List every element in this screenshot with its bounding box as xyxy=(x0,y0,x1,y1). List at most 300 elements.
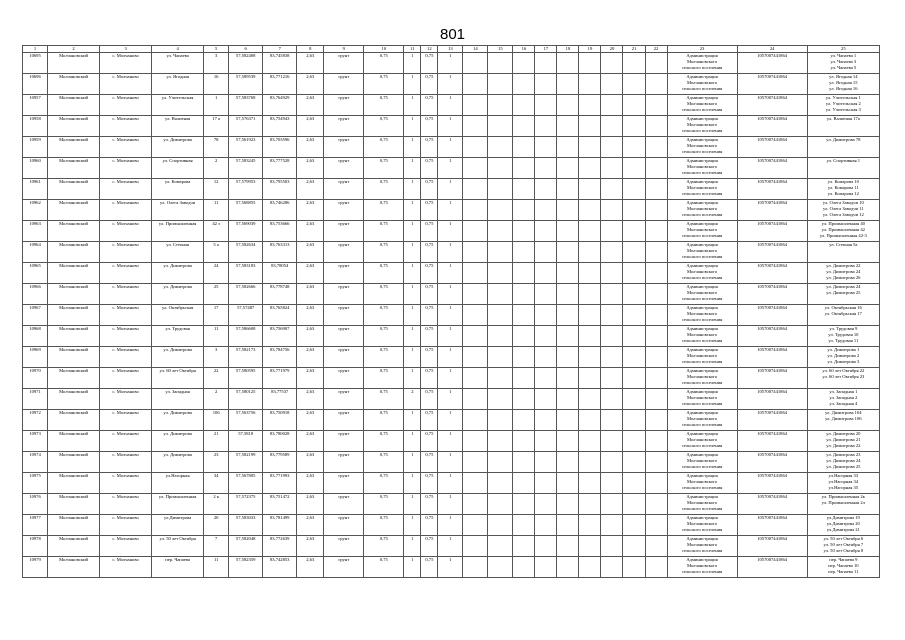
column-number: 24 xyxy=(737,46,807,53)
table-row xyxy=(23,473,880,494)
cell-settlement: с. Молчаново xyxy=(100,179,152,200)
address-line: ул. Промышленная 42-3 xyxy=(819,233,867,238)
cell-street: пер. Чапаева xyxy=(152,557,204,578)
cell-empty xyxy=(645,431,667,452)
cell-empty xyxy=(645,284,667,305)
cell-c8: 2,63 xyxy=(297,431,324,452)
address-line: ул.Димитрова 21 xyxy=(826,527,860,532)
cell-lat: 57,57487 xyxy=(229,305,263,326)
owner-line: Молчановского xyxy=(686,479,718,484)
cell-empty xyxy=(645,494,667,515)
cell-empty xyxy=(623,452,645,473)
cell-c8: 2,63 xyxy=(297,95,324,116)
cell-owner xyxy=(667,326,737,347)
address-line: ул. Ягодная 14 xyxy=(829,74,858,79)
owner-line: сельского поселения xyxy=(681,443,723,448)
table-row xyxy=(23,221,880,242)
cell-c10: 0,75 xyxy=(364,137,404,158)
address-line: ул. Олега Заводчи 12 xyxy=(822,212,864,217)
cell-house: 7 xyxy=(204,536,229,557)
cell-house: 3 xyxy=(204,347,229,368)
cell-empty xyxy=(645,242,667,263)
cell-district: Молчановский xyxy=(48,158,100,179)
cell-empty xyxy=(645,137,667,158)
cell-empty xyxy=(557,557,579,578)
cell-addresses xyxy=(807,95,879,116)
cell-lat: 57,5818 xyxy=(229,431,263,452)
cell-inn: 1057007441864 xyxy=(737,53,807,74)
cell-empty xyxy=(557,431,579,452)
cell-empty xyxy=(601,137,623,158)
owner-line: сельского поселения xyxy=(681,485,723,490)
cell-empty xyxy=(535,242,557,263)
owner-line: Администрация xyxy=(686,116,718,121)
cell-addresses xyxy=(807,494,879,515)
cell-empty xyxy=(513,53,535,74)
cell-street: ул. Западная xyxy=(152,389,204,410)
cell-c13: 1 xyxy=(438,74,463,95)
cell-empty xyxy=(601,389,623,410)
cell-c10: 0,75 xyxy=(364,494,404,515)
cell-c11: 1 xyxy=(404,305,421,326)
address-line: ул. Димитрова 104 xyxy=(825,410,862,415)
address-line: ул. Ягодная 16 xyxy=(829,86,858,91)
owner-line: сельского поселения xyxy=(681,233,723,238)
cell-c9: грунт xyxy=(324,179,364,200)
column-number: 11 xyxy=(404,46,421,53)
address-line: ул.Нагорная 34 xyxy=(828,479,859,484)
cell-owner xyxy=(667,95,737,116)
cell-id: 10961 xyxy=(23,179,48,200)
column-number: 12 xyxy=(421,46,438,53)
cell-street: ул. Димитрова xyxy=(152,137,204,158)
cell-empty xyxy=(623,179,645,200)
cell-empty xyxy=(535,116,557,137)
cell-id: 10963 xyxy=(23,221,48,242)
address-line: ул. Димитрова 24 xyxy=(826,284,861,289)
address-line: ул. Чапаева 3 xyxy=(830,59,857,64)
cell-c12: 0,75 xyxy=(421,179,438,200)
cell-empty xyxy=(601,242,623,263)
cell-settlement: с. Молчаново xyxy=(100,368,152,389)
cell-c12: 0,75 xyxy=(421,74,438,95)
cell-empty xyxy=(579,137,601,158)
owner-line: сельского поселения xyxy=(681,128,723,133)
cell-id: 10970 xyxy=(23,368,48,389)
cell-c11: 1 xyxy=(404,494,421,515)
owner-line: Молчановского xyxy=(686,521,718,526)
cell-house: 21 xyxy=(204,431,229,452)
address-line: ул. Димитрова 25 xyxy=(826,290,861,295)
cell-c8: 2,63 xyxy=(297,263,324,284)
cell-empty xyxy=(579,347,601,368)
cell-lon: 83,784756 xyxy=(263,347,297,368)
owner-line: сельского поселения xyxy=(681,569,723,574)
cell-inn: 1057007441864 xyxy=(737,536,807,557)
cell-c11: 1 xyxy=(404,431,421,452)
owner-line: Администрация xyxy=(686,284,718,289)
owner-line: Администрация xyxy=(686,347,718,352)
owner-line: Администрация xyxy=(686,200,718,205)
cell-lon: 83,745838 xyxy=(263,53,297,74)
cell-empty xyxy=(535,305,557,326)
cell-c11: 1 xyxy=(404,536,421,557)
cell-c12: 0,75 xyxy=(421,536,438,557)
cell-empty xyxy=(463,95,488,116)
column-number: 25 xyxy=(807,46,879,53)
cell-empty xyxy=(488,179,513,200)
cell-id: 10967 xyxy=(23,305,48,326)
cell-empty xyxy=(535,200,557,221)
cell-empty xyxy=(488,284,513,305)
cell-street: ул. Промышленная xyxy=(152,221,204,242)
owner-line: Администрация xyxy=(686,326,718,331)
cell-empty xyxy=(463,515,488,536)
owner-line: сельского поселения xyxy=(681,296,723,301)
cell-empty xyxy=(463,473,488,494)
cell-lon: 83,777528 xyxy=(263,158,297,179)
owner-line: сельского поселения xyxy=(681,65,723,70)
cell-c11: 1 xyxy=(404,410,421,431)
cell-addresses xyxy=(807,515,879,536)
cell-addresses xyxy=(807,347,879,368)
cell-c13: 1 xyxy=(438,53,463,74)
cell-c12: 0,75 xyxy=(421,242,438,263)
table-row xyxy=(23,347,880,368)
cell-empty xyxy=(579,179,601,200)
column-number: 14 xyxy=(463,46,488,53)
cell-c8: 2,63 xyxy=(297,179,324,200)
cell-empty xyxy=(535,53,557,74)
address-line: ул. Учительская 1 xyxy=(825,95,861,100)
cell-lon: 83,756907 xyxy=(263,326,297,347)
cell-lon: 83,771979 xyxy=(263,368,297,389)
address-line: пер. Чапаева 9 xyxy=(829,557,858,562)
cell-district: Молчановский xyxy=(48,515,100,536)
cell-empty xyxy=(513,284,535,305)
cell-c8: 2,63 xyxy=(297,305,324,326)
cell-c9: грунт xyxy=(324,221,364,242)
owner-line: Молчановского xyxy=(686,185,718,190)
cell-lon: 83,703596 xyxy=(263,137,297,158)
cell-id: 10975 xyxy=(23,473,48,494)
cell-empty xyxy=(463,410,488,431)
cell-c13: 1 xyxy=(438,137,463,158)
column-number: 15 xyxy=(488,46,513,53)
cell-id: 10696 xyxy=(23,74,48,95)
cell-empty xyxy=(513,95,535,116)
cell-settlement: с. Молчаново xyxy=(100,137,152,158)
cell-lat: 57,572375 xyxy=(229,494,263,515)
cell-inn: 1057007441864 xyxy=(737,305,807,326)
cell-street: ул. 60 лет Октября xyxy=(152,368,204,389)
cell-c8: 2,63 xyxy=(297,494,324,515)
cell-lon: 83,781499 xyxy=(263,515,297,536)
cell-district: Молчановский xyxy=(48,389,100,410)
cell-empty xyxy=(557,536,579,557)
cell-c11: 1 xyxy=(404,326,421,347)
owner-line: Администрация xyxy=(686,305,718,310)
cell-empty xyxy=(513,347,535,368)
column-number: 23 xyxy=(667,46,737,53)
cell-empty xyxy=(579,284,601,305)
cell-empty xyxy=(623,242,645,263)
cell-house: 11 xyxy=(204,557,229,578)
cell-addresses xyxy=(807,179,879,200)
table-row xyxy=(23,200,880,221)
cell-lat: 57,582199 xyxy=(229,452,263,473)
address-line: ул. Димитрова 24 xyxy=(826,458,861,463)
table-row xyxy=(23,242,880,263)
cell-empty xyxy=(513,410,535,431)
cell-empty xyxy=(557,473,579,494)
cell-inn: 1057007441864 xyxy=(737,473,807,494)
cell-empty xyxy=(645,95,667,116)
cell-id: 10966 xyxy=(23,284,48,305)
cell-c12: 0,75 xyxy=(421,53,438,74)
column-number: 1 xyxy=(23,46,48,53)
cell-empty xyxy=(579,389,601,410)
cell-empty xyxy=(463,536,488,557)
cell-c12: 0,75 xyxy=(421,515,438,536)
cell-c9: грунт xyxy=(324,305,364,326)
cell-empty xyxy=(488,536,513,557)
cell-c11: 1 xyxy=(404,368,421,389)
cell-house: 1 xyxy=(204,95,229,116)
address-line: ул. Западная 4 xyxy=(829,401,858,406)
cell-c13: 1 xyxy=(438,368,463,389)
cell-c12: 0,75 xyxy=(421,410,438,431)
cell-empty xyxy=(513,263,535,284)
cell-id: 10958 xyxy=(23,116,48,137)
cell-empty xyxy=(535,368,557,389)
cell-empty xyxy=(579,494,601,515)
cell-settlement: с. Молчаново xyxy=(100,557,152,578)
cell-inn: 1057007441864 xyxy=(737,515,807,536)
cell-c12: 0,75 xyxy=(421,347,438,368)
cell-c10: 0,75 xyxy=(364,284,404,305)
cell-empty xyxy=(463,200,488,221)
cell-c8: 2,63 xyxy=(297,284,324,305)
cell-settlement: с. Молчаново xyxy=(100,326,152,347)
address-line: ул. Западная 1 xyxy=(829,389,858,394)
cell-empty xyxy=(601,263,623,284)
cell-owner xyxy=(667,536,737,557)
cell-empty xyxy=(579,410,601,431)
cell-addresses xyxy=(807,410,879,431)
cell-empty xyxy=(535,95,557,116)
cell-empty xyxy=(463,494,488,515)
cell-empty xyxy=(601,53,623,74)
cell-street: ул. Степная xyxy=(152,242,204,263)
cell-c9: грунт xyxy=(324,557,364,578)
cell-c13: 1 xyxy=(438,515,463,536)
address-line: пер. Чапаева 11 xyxy=(828,569,859,574)
address-line: пер. Чапаева 10 xyxy=(828,563,859,568)
cell-district: Молчановский xyxy=(48,536,100,557)
cell-empty xyxy=(535,137,557,158)
table-row xyxy=(23,452,880,473)
cell-c13: 1 xyxy=(438,221,463,242)
cell-empty xyxy=(579,536,601,557)
cell-empty xyxy=(623,305,645,326)
cell-c13: 1 xyxy=(438,116,463,137)
cell-district: Молчановский xyxy=(48,179,100,200)
column-number: 7 xyxy=(263,46,297,53)
cell-empty xyxy=(601,410,623,431)
address-line: ул. Учительская 2 xyxy=(825,101,861,106)
cell-empty xyxy=(535,347,557,368)
cell-settlement: с. Молчаново xyxy=(100,221,152,242)
cell-empty xyxy=(645,74,667,95)
cell-settlement: с. Молчаново xyxy=(100,74,152,95)
cell-house: 16 xyxy=(204,74,229,95)
cell-empty xyxy=(623,410,645,431)
owner-line: Молчановского xyxy=(686,437,718,442)
column-number: 22 xyxy=(645,46,667,53)
column-number: 16 xyxy=(513,46,535,53)
owner-line: сельского поселения xyxy=(681,317,723,322)
cell-settlement: с. Молчаново xyxy=(100,431,152,452)
cell-empty xyxy=(557,116,579,137)
cell-empty xyxy=(557,53,579,74)
cell-empty xyxy=(513,494,535,515)
cell-c9: грунт xyxy=(324,326,364,347)
cell-id: 10960 xyxy=(23,158,48,179)
cell-empty xyxy=(623,368,645,389)
cell-c8: 2,63 xyxy=(297,53,324,74)
cell-id: 10971 xyxy=(23,389,48,410)
cell-owner xyxy=(667,410,737,431)
table-row xyxy=(23,74,880,95)
owner-line: Молчановского xyxy=(686,542,718,547)
cell-addresses xyxy=(807,221,879,242)
cell-street: ул. Чапаева xyxy=(152,53,204,74)
cell-empty xyxy=(513,515,535,536)
cell-empty xyxy=(463,242,488,263)
cell-street: ул. Димитрова xyxy=(152,284,204,305)
cell-owner xyxy=(667,389,737,410)
address-line: ул.Димитрова 20 xyxy=(826,521,860,526)
cell-c13: 1 xyxy=(438,557,463,578)
owner-line: сельского поселения xyxy=(681,527,723,532)
cell-lat: 57,567805 xyxy=(229,473,263,494)
address-line: ул. Ягодная 15 xyxy=(829,80,858,85)
registry-table xyxy=(22,45,880,578)
cell-addresses xyxy=(807,557,879,578)
cell-empty xyxy=(463,305,488,326)
cell-c13: 1 xyxy=(438,473,463,494)
cell-house: 5 а xyxy=(204,242,229,263)
cell-empty xyxy=(513,326,535,347)
owner-line: Администрация xyxy=(686,179,718,184)
cell-district: Молчановский xyxy=(48,473,100,494)
address-line: ул. Промышленная 40 xyxy=(821,221,865,226)
owner-line: Молчановского xyxy=(686,101,718,106)
cell-lat: 57,589539 xyxy=(229,74,263,95)
address-line: ул. 60 лет Октября 22 xyxy=(822,368,865,373)
cell-empty xyxy=(463,347,488,368)
cell-c8: 2,63 xyxy=(297,347,324,368)
column-number: 6 xyxy=(229,46,263,53)
address-line: ул. Промышленная 42 xyxy=(821,227,865,232)
cell-c10: 0,75 xyxy=(364,410,404,431)
cell-lat: 57,569039 xyxy=(229,221,263,242)
cell-empty xyxy=(463,179,488,200)
cell-empty xyxy=(463,389,488,410)
cell-settlement: с. Молчаново xyxy=(100,200,152,221)
owner-line: сельского поселения xyxy=(681,107,723,112)
column-number: 5 xyxy=(204,46,229,53)
table-row xyxy=(23,515,880,536)
address-line: ул. Комарова 10 xyxy=(827,179,859,184)
cell-c11: 1 xyxy=(404,158,421,179)
cell-c9: грунт xyxy=(324,473,364,494)
cell-id: 10959 xyxy=(23,137,48,158)
cell-addresses xyxy=(807,74,879,95)
cell-lon: 83,78054 xyxy=(263,263,297,284)
cell-district: Молчановский xyxy=(48,53,100,74)
cell-addresses xyxy=(807,53,879,74)
cell-empty xyxy=(579,515,601,536)
cell-house: 2 к xyxy=(204,494,229,515)
cell-empty xyxy=(601,74,623,95)
cell-empty xyxy=(623,557,645,578)
address-line: ул. 60 лет Октября 23 xyxy=(822,374,865,379)
address-line: ул. Димитрова 20 xyxy=(826,431,861,436)
cell-lon: 83,765824 xyxy=(263,305,297,326)
cell-lat: 57,568855 xyxy=(229,200,263,221)
cell-empty xyxy=(535,326,557,347)
owner-line: сельского поселения xyxy=(681,422,723,427)
cell-inn: 1057007441864 xyxy=(737,116,807,137)
cell-lon: 83,771993 xyxy=(263,473,297,494)
cell-empty xyxy=(535,452,557,473)
cell-empty xyxy=(535,263,557,284)
cell-house: 24 xyxy=(204,263,229,284)
cell-c13: 1 xyxy=(438,452,463,473)
cell-house: 17 xyxy=(204,305,229,326)
cell-id: 10962 xyxy=(23,200,48,221)
cell-owner xyxy=(667,347,737,368)
column-number: 3 xyxy=(100,46,152,53)
cell-addresses xyxy=(807,284,879,305)
cell-empty xyxy=(645,263,667,284)
cell-c8: 2,63 xyxy=(297,137,324,158)
table-row xyxy=(23,263,880,284)
table-row xyxy=(23,137,880,158)
cell-c11: 1 xyxy=(404,347,421,368)
cell-c11: 1 xyxy=(404,284,421,305)
cell-c13: 1 xyxy=(438,494,463,515)
cell-empty xyxy=(557,452,579,473)
owner-line: Молчановского xyxy=(686,164,718,169)
cell-house: 11 xyxy=(204,326,229,347)
cell-settlement: с. Молчаново xyxy=(100,452,152,473)
column-number: 18 xyxy=(557,46,579,53)
cell-street: ул. Трудовая xyxy=(152,326,204,347)
address-line: ул. Димитрова 23 xyxy=(826,452,861,457)
cell-empty xyxy=(463,452,488,473)
address-line: ул. Степная 5а xyxy=(829,242,858,247)
cell-c12: 0,75 xyxy=(421,200,438,221)
cell-c9: грунт xyxy=(324,431,364,452)
cell-house: 17 а xyxy=(204,116,229,137)
owner-line: Молчановского xyxy=(686,227,718,232)
owner-line: сельского поселения xyxy=(681,338,723,343)
owner-line: Администрация xyxy=(686,431,718,436)
cell-empty xyxy=(623,389,645,410)
